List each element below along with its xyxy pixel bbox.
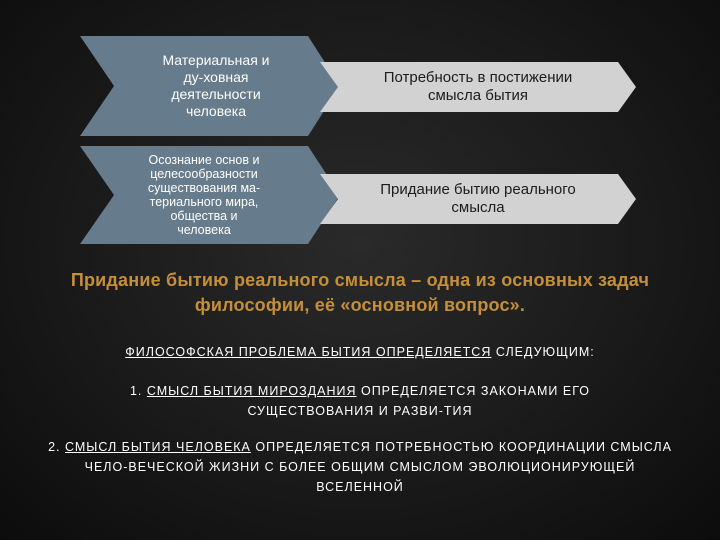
- point-2-rest: ОПРЕДЕЛЯЕТСЯ ПОТРЕБНОСТЬЮ КООРДИНАЦИИ СМЫСЛА ЧЕЛО-ВЕЧЕСКОЙ ЖИЗНИ С БОЛЕЕ ОБЩИМ СМЫСЛОМ ЭВОЛЮЦИОНИРУЮЩЕЙ ВСЕЛЕННОЙ: [84, 440, 672, 494]
- chevron-need-to-comprehend-meaning: [320, 62, 636, 112]
- intro-rest: СЛЕДУЮЩИМ:: [491, 345, 595, 359]
- chevron-label: Потребность в постижении смысла бытия: [383, 69, 573, 104]
- point-1-underlined: СМЫСЛ БЫТИЯ МИРОЗДАНИЯ: [146, 384, 357, 398]
- point-1-prefix: 1.: [129, 384, 147, 398]
- chevron-label: Материальная и ду-ховная деятельности человека: [162, 52, 270, 119]
- point-2-underlined: СМЫСЛ БЫТИЯ ЧЕЛОВЕКА: [64, 440, 251, 454]
- chevron-label: Осознание основ и целесообразности существования ма- териального мира, общества и человека: [147, 153, 261, 237]
- intro-line: [40, 342, 680, 362]
- point-1: [40, 381, 680, 421]
- chevron-giving-real-meaning: [320, 174, 636, 224]
- point-2: [40, 437, 680, 497]
- chevron-label: Придание бытию реального смысла: [380, 181, 576, 216]
- point-2-prefix: 2.: [48, 440, 65, 454]
- main-statement: Придание бытию реального смысла – одна из основных задач философии, её «основной вопрос».: [70, 270, 650, 315]
- chevron-awareness-foundations: [80, 146, 340, 244]
- point-1-rest: ОПРЕДЕЛЯЕТСЯ ЗАКОНАМИ ЕГО СУЩЕСТВОВАНИЯ И РАЗВИ-ТИЯ: [247, 384, 591, 418]
- chevron-material-spiritual-activity: [80, 36, 340, 136]
- intro-underlined: ФИЛОСОФСКАЯ ПРОБЛЕМА БЫТИЯ ОПРЕДЕЛЯЕТСЯ: [125, 345, 492, 359]
